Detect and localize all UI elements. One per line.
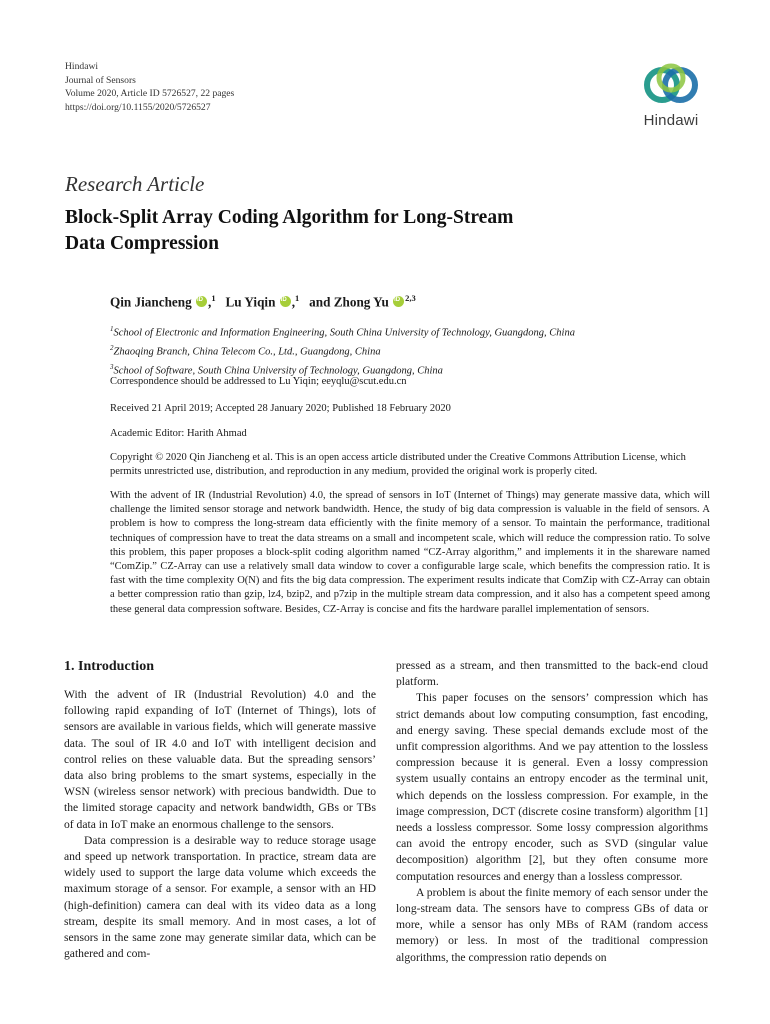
orcid-icon[interactable] bbox=[393, 296, 404, 307]
doi-link[interactable]: https://doi.org/10.1155/2020/5726527 bbox=[65, 101, 211, 113]
journal-meta bbox=[65, 60, 234, 114]
section-heading: 1. Introduction bbox=[64, 659, 154, 674]
logo-wordmark: Hindawi bbox=[643, 112, 699, 129]
title-line-1: Block-Split Array Coding Algorithm for Long-Stream bbox=[65, 207, 514, 228]
paragraph: A problem is about the finite memory of each sensor under the long-stream data. The sensors have to compress GBs of data or more, while a sensor has only MBs of RAM (random access memory) or less. In most of the traditional compression algorithms, the compression ratio depends on bbox=[396, 885, 708, 964]
hindawi-logo bbox=[628, 60, 714, 136]
paragraph: This paper focuses on the sensors’ compression which has strict demands about low computing consumption, fast encoding, and energy saving. These special demands exclude most of the unfit compression algorithms. And we pay attention to the lossless compression because it is general. Even a lossy compression system usually contains an entropy encoder as the terminal unit, which depends on the lossless compression. For example, in the image compression, DCT (discrete cosine transform) algorithm [1] needs a lossless compressor. Some lossy compression algorithms can avoid the entropy encoder, such as SVD (singular value decomposition) algorithm [2], but they often consume more computation resources and energy than a lossless compressor. bbox=[396, 691, 708, 883]
academic-editor: Academic Editor: Harith Ahmad bbox=[110, 428, 247, 439]
abstract: With the advent of IR (Industrial Revolution) 4.0, the spread of sensors in IoT (Internet of Things) may generate massive data, which will challenge the limited sensor storage and network bandwidth. Hence, the study of big data compression is valuable in the field of sensors. A problem is how to compress the long-stream data efficiently with the finite memory of a sensor. To maintain the performance, traditional techniques of compression have to treat the data streams on a small and incompetent scale, which will reduce the compression ratio. To solve this problem, this paper proposes a block-split coding algorithm named “CZ-Array algorithm,” and implements it in the shareware named “ComZip.” CZ-Array can use a relatively small data window to cover a configurable large scale, which benefits the compression ratio. It is fast with the time complexity O(N) and fits the big data compression. The experiment results indicate that ComZip with CZ-Array can obtain a better compression ratio than gzip, lz4, bzip2, and p7zip in the multiple stream data compression, and it also has a competent speed among these general data compression software. Besides, CZ-Array is concise and fits the hardware parallel implementation of sensors. bbox=[110, 490, 710, 615]
journal-name: Journal of Sensors bbox=[65, 74, 136, 86]
affiliations bbox=[110, 322, 575, 379]
orcid-icon[interactable] bbox=[280, 296, 291, 307]
author-affil-sup: 2,3 bbox=[405, 293, 416, 303]
orcid-icon[interactable] bbox=[196, 296, 207, 307]
author-list: Qin Jiancheng iD ,$^1$ Lu Yiqin iD ,$^1$ and Zhong Yu iD $^{2,3}$ bbox=[110, 293, 416, 310]
affiliation: $^3$School of Software, South China University of Technology, Guangdong, China bbox=[110, 363, 443, 377]
paragraph: Data compression is a desirable way to reduce storage usage and speed up network transportation. In practice, stream data are widely used to support the large data volume which exceeds the maximum storage of a sensor. For example, a sensor with an HD (high-definition) camera can deal with its video data as a long stream, despite its small memory. And in most cases, a lot of sensors in the same zone may generate similar data, which can be gathered and com- bbox=[64, 833, 376, 961]
paragraph: With the advent of IR (Industrial Revolution) 4.0 and the following rapid expanding of IoT (Internet of Things), lots of sensors are available in various fields, which will generate massive data. The soul of IR 4.0 and IoT with intelligent decision and control relies on these valuable data. But the spreading sensors’ data also bring problems to the smart systems, especially in the WSN (wireless sensor network) with precious bandwidth. Due to the limited storage capacity and network bandwidth, GBs or TBs of data in IoT make an enormous challenge to the sensors. bbox=[64, 688, 376, 831]
copyright-notice: Copyright © 2020 Qin Jiancheng et al. This is an open access article distributed under the Creative Commons Attribution License, which permits unrestricted use, distribution, and reproduction in any medium, provided the original work is properly cited. bbox=[110, 452, 686, 477]
right-column bbox=[396, 658, 708, 966]
author-conjunction: and bbox=[309, 294, 331, 310]
affiliation: $^1$School of Electronic and Information Engineering, South China University of Technology, Guangdong, China bbox=[110, 325, 575, 339]
article-title bbox=[65, 205, 665, 257]
affiliation: $^2$Zhaoqing Branch, China Telecom Co., Ltd., Guangdong, China bbox=[110, 344, 381, 358]
hindawi-rings-icon bbox=[642, 60, 700, 110]
author-affil-sup: 1 bbox=[211, 293, 216, 303]
correspondence: Correspondence should be addressed to Lu Yiqin; eeyqlu@scut.edu.cn bbox=[110, 376, 407, 387]
author-affil-sup: 1 bbox=[295, 293, 300, 303]
paragraph: pressed as a stream, and then transmitted to the back-end cloud platform. bbox=[396, 659, 708, 689]
author-name: Lu Yiqin bbox=[225, 294, 276, 310]
publication-dates: Received 21 April 2019; Accepted 28 January 2020; Published 18 February 2020 bbox=[110, 403, 451, 414]
publisher-name: Hindawi bbox=[65, 61, 99, 72]
article-type: Research Article bbox=[65, 172, 205, 196]
title-line-2: Data Compression bbox=[65, 233, 220, 254]
author-name: Qin Jiancheng bbox=[110, 294, 192, 310]
left-column bbox=[64, 658, 376, 962]
author-name: Zhong Yu bbox=[333, 294, 389, 310]
volume-info: Volume 2020, Article ID 5726527, 22 pages bbox=[65, 88, 235, 99]
